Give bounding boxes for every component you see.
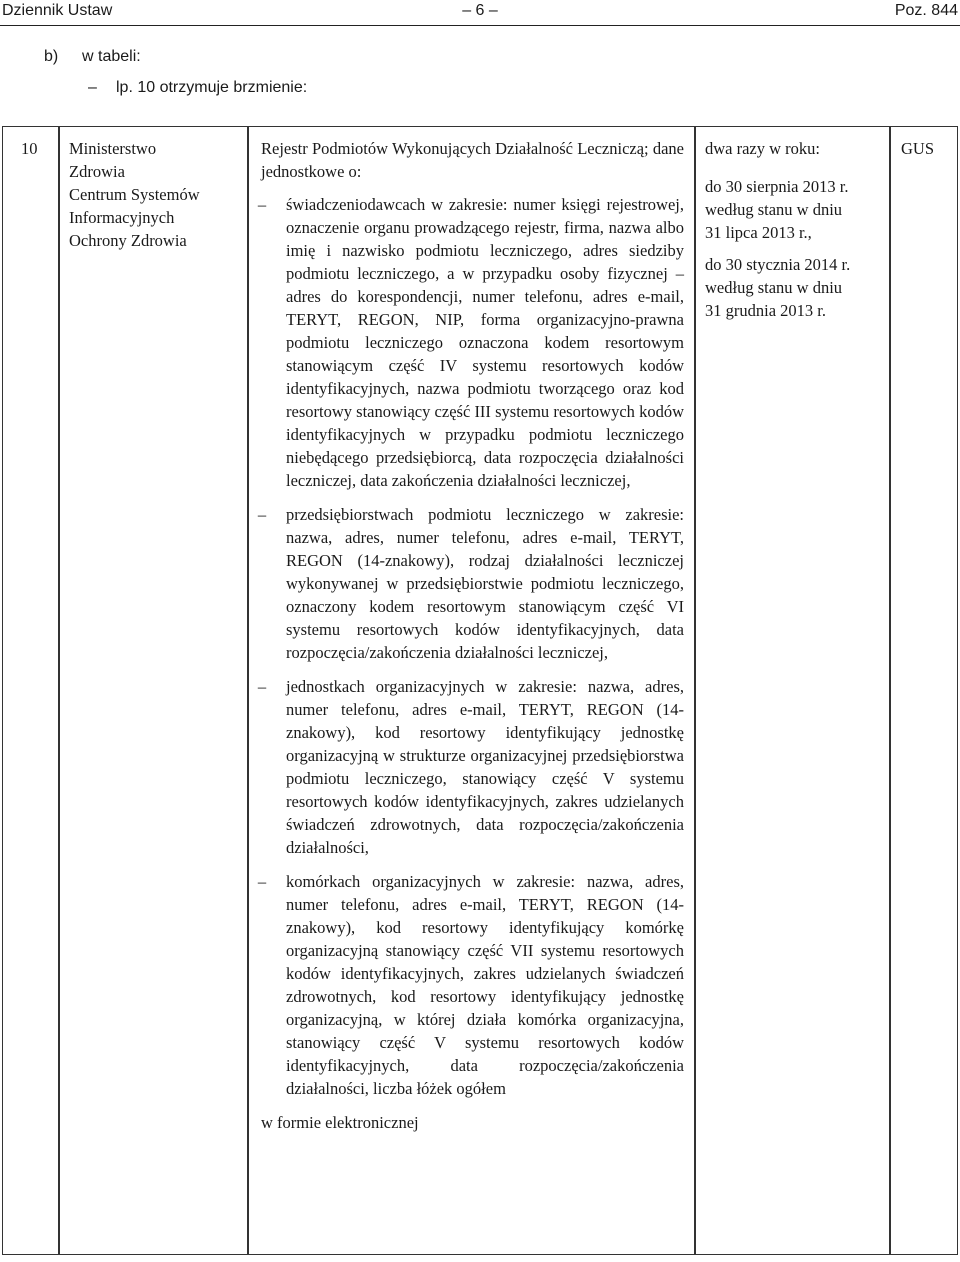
dash-bullet: –: [88, 79, 97, 96]
dash-bullet: –: [257, 872, 267, 891]
scope-cell: [257, 137, 684, 1134]
column-divider: [58, 127, 60, 1254]
scope-item-text: komórkach organizacyjnych w zakresie: nazwa, adres, numer telefonu, adres e-mail, TERYT, REGON (14-znakowy), kod resortowy identyfikujący komórkę organizacyjną stanowiący część VII systemu resortowych kodów identyfikacyjnych, zakres udzielanych świadczeń zdrowotnych, kod resortowy identyfikujący jednostkę organizacyjną, w której działa komórka organizacyjna, stanowiący część V systemu resortowych kodów identyfikacyjnych, data rozpoczęcia/zakończenia działalności, liczba łóżek ogółem: [286, 872, 684, 1098]
organization-line: Ministerstwo: [69, 139, 157, 158]
page-header: [0, 0, 960, 26]
state-as-of-date: 31 lipca 2013 r.,: [705, 223, 812, 242]
scope-item: [257, 503, 684, 664]
dash-bullet: –: [257, 677, 267, 696]
column-divider: [694, 127, 696, 1254]
scope-intro: Rejestr Podmiotów Wykonujących Działalność Leczniczą; dane jednostkowe o:: [261, 139, 684, 181]
column-divider: [889, 127, 891, 1254]
dash-bullet: –: [257, 505, 267, 524]
scope-format: w formie elektronicznej: [261, 1113, 419, 1132]
intro-item-b: [44, 48, 141, 66]
scope-list: [257, 193, 684, 1100]
organization-line: Zdrowia: [69, 162, 125, 181]
deadline-date: do 30 stycznia 2014 r.: [705, 255, 851, 274]
intro-lp-line: [88, 79, 307, 97]
organization-line: Ochrony Zdrowia: [69, 231, 187, 250]
organization-line: Informacyjnych: [69, 208, 175, 227]
page-number: – 6 –: [462, 2, 498, 19]
scope-item-text: jednostkach organizacyjnych w zakresie: nazwa, adres, numer telefonu, adres e-mail, TERYT, REGON (14-znakowy), kod resortowy identyfikujący jednostkę organizacyjną w strukturze organizacyjnej przedsiębiorstwa podmiotu leczniczego, stanowiący część V systemu resortowych kodów identyfikacyjnych, zakres udzielanych świadczeń zdrowotnych, data rozpoczęcia/zakończenia działalności,: [286, 677, 684, 857]
frequency-item: [705, 175, 885, 244]
data-table: [2, 126, 958, 1255]
state-as-of-label: według stanu w dniu: [705, 278, 843, 297]
organization-cell: [69, 137, 239, 252]
frequency-title: dwa razy w roku:: [705, 139, 821, 158]
frequency-cell: [705, 137, 885, 331]
position-number: Poz. 844: [894, 2, 958, 19]
scope-item-text: przedsiębiorstwach podmiotu leczniczego w zakresie: nazwa, adres, numer telefonu, adres e-mail, TERYT, REGON (14-znakowy), rodzaj działalności leczniczej wykonywanej w przedsiębiorstwie podmiotu leczniczego, oznaczony kodem resortowym stanowiącym część VI systemu resortowych kodów identyfikacyjnych, data rozpoczęcia/zakończenia działalności leczniczej,: [286, 505, 684, 662]
header-rule: [0, 25, 960, 26]
state-as-of-date: 31 grudnia 2013 r.: [705, 301, 826, 320]
dash-bullet: –: [257, 195, 267, 214]
item-text: w tabeli:: [82, 48, 141, 65]
row-number: 10: [21, 139, 38, 158]
scope-item: [257, 675, 684, 859]
scope-item: [257, 193, 684, 492]
journal-title: Dziennik Ustaw: [2, 2, 113, 19]
lp-text: lp. 10 otrzymuje brzmienie:: [116, 79, 308, 96]
deadline-date: do 30 sierpnia 2013 r.: [705, 177, 849, 196]
organization-line: Centrum Systemów: [69, 185, 200, 204]
recipient-cell: GUS: [901, 139, 935, 158]
scope-item: [257, 870, 684, 1100]
frequency-item: [705, 253, 885, 322]
state-as-of-label: według stanu w dniu: [705, 200, 843, 219]
item-label: b): [44, 48, 59, 65]
scope-item-text: świadczeniodawcach w zakresie: numer księgi rejestrowej, oznaczenie organu prowadzącego rejestr, firma, nazwa albo imię i nazwisko podmiotu leczniczego, adres siedziby podmiotu leczniczego, a w przypadku osoby fizycznej – adres do korespondencji, numer telefonu, adres e-mail, TERYT, REGON, NIP, forma organizacyjno-prawna podmiotu leczniczego oznaczona kodem resortowym stanowiącym część IV systemu resortowych kodów identyfikacyjnych, nazwa podmiotu tworzącego oraz kod resortowy stanowiący część III systemu resortowych kodów identyfikacyjnych w przypadku podmiotu leczniczego niebędącego przedsiębiorcą, data rozpoczęcia działalności leczniczej, data zakończenia działalności leczniczej,: [286, 195, 684, 490]
